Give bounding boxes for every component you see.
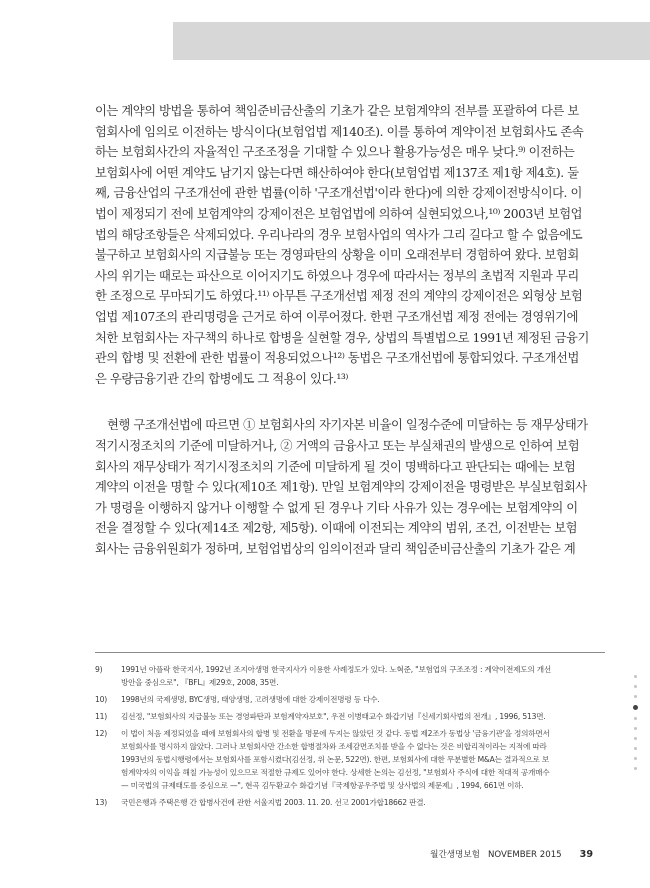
text-line: 한 조정으로 무마되기도 하였다.¹¹⁾ 아무튼 구조개선법 제정 전의 계약의 강제이전은 외형상 보험 xyxy=(95,289,583,304)
footnote-line: 1998년의 국제생명, BYC생명, 태양생명, 고려생명에 대한 강제이전명령 등 다수. xyxy=(121,695,380,704)
footnote-text xyxy=(121,710,605,723)
footnote-line: 1991년 아플락 한국지사, 1992년 조지아생명 한국지사가 이용한 사례정도가 있다. 노혁준, "보험업의 구조조정 : 계약이전제도의 개선 xyxy=(121,665,551,674)
text-line: 하는 보험회사간의 자율적인 구조조정을 기대할 수 있으나 활용가능성은 매우 낮다.⁹⁾ 이전하는 xyxy=(95,145,575,160)
text-line: 이는 계약의 방법을 통하여 책임준비금산출의 기초가 같은 보험계약의 전부를 포괄하여 다른 보 xyxy=(95,104,579,118)
footnotes xyxy=(95,652,605,813)
footnote-line: 방안을 중심으로", 『BFL』제29호, 2008, 35면. xyxy=(121,678,279,687)
text-line: 회사의 재무상태가 적기시정조치의 기준에 미달하게 될 것이 명백하다고 판단되는 때에는 보험 xyxy=(95,459,576,474)
text-line: 보험회사에 어떤 계약도 남기지 않는다면 해산하여야 한다(보험업법 제137조 제1항 제4호). 둘 xyxy=(95,165,579,180)
text-line: 회사는 금융위원회가 정하며, 보험업법상의 임의이전과 달리 책임준비금산출의 기초가 같은 계 xyxy=(95,541,576,556)
text-line: 관의 합병 및 전환에 관한 법률이 적용되었으나¹²⁾ 동법은 구조개선법에 통합되었다. 구조개선법 xyxy=(95,351,579,366)
page-indicator-dot xyxy=(634,675,637,678)
footnote xyxy=(95,693,605,706)
footnote-line: 이 법이 처음 제정되었을 때에 보험회사의 합병 및 전환을 명문에 두지는 않았던 것 같다. 동법 제2조가 동법상 '금융기관'을 정의하면서 xyxy=(121,729,550,738)
footnote-line: — 미국법의 규제태도를 중심으로 —", 현곡 김두환교수 화갑기념『국제항공우주법 및 상사법의 제문제』, 1994, 661면 이하. xyxy=(121,781,524,790)
text-line: 불구하고 보험회사의 지급불능 또는 경영파탄의 상황을 이미 오래전부터 경험하여 왔다. 보험회 xyxy=(95,248,579,263)
page-indicator-dot xyxy=(634,757,637,760)
footnote-number: 12) xyxy=(95,729,108,738)
text-line: 적기시정조치의 기준에 미달하거나, ② 거액의 금융사고 또는 부실채권의 발생으로 인하여 보험 xyxy=(95,438,580,453)
footnote-line: 험계약자의 이익을 해칠 가능성이 있으므로 적절한 규제도 있어야 한다. 상세한 논의는 김선정, "보험회사 주식에 대한 적대적 공개매수 xyxy=(121,768,550,777)
footnote-number: 9) xyxy=(95,665,103,674)
publication-name: 월간생명보험 xyxy=(430,850,480,860)
paragraph-2 xyxy=(95,415,603,559)
footnote xyxy=(95,727,605,792)
footnote-text xyxy=(121,693,605,706)
text-line: 험회사에 임의로 이전하는 방식이다(보험업법 제140조). 이를 통하여 계약이전 보험회사도 존속 xyxy=(95,124,584,139)
issue-date: NOVEMBER 2015 xyxy=(487,850,562,860)
footnote-text xyxy=(121,727,605,792)
text-line: 째, 금융산업의 구조개선에 관한 법률(이하 '구조개선법'이라 한다)에 의한 강제이전방식이다. 이 xyxy=(95,186,582,201)
page-footer xyxy=(430,848,593,860)
page-indicator-dot xyxy=(634,727,637,730)
page-number: 39 xyxy=(579,849,593,860)
footnote-line: 보험회사를 명시하지 않았다. 그러나 보험회사만 간소한 합병절차와 조세감면조치를 받을 수 없다는 것은 비합리적이라는 지적에 따라 xyxy=(121,742,547,751)
text-line: 전을 결정할 수 있다(제14조 제2항, 제5항). 이때에 이전되는 계약의 범위, 조건, 이전받는 보험 xyxy=(95,521,578,536)
text-line: 처한 보험회사는 자구책의 하나로 합병을 실현할 경우, 상법의 특별법으로 1991년 제정된 금융기 xyxy=(95,330,589,345)
text-line: 업법 제107조의 관리명령을 근거로 하여 이루어졌다. 한편 구조개선법 제정 전에는 경영위기에 xyxy=(95,309,579,324)
page-indicator-dot xyxy=(634,695,637,698)
page-indicator-dot xyxy=(634,685,637,688)
page-indicator-dot xyxy=(634,737,637,740)
footnote xyxy=(95,796,605,809)
footnote-text xyxy=(121,796,605,809)
footnote-line: 김선정, "보험회사의 지급불능 또는 경영파탄과 보험계약자보호", 우전 이병태교수 화갑기념『신세기회사법의 전개』, 1996, 513면. xyxy=(121,712,546,721)
text-line: 은 우량금융기관 간의 합병에도 그 적용이 있다.¹³⁾ xyxy=(95,371,348,386)
text-line: 계약의 이전을 명할 수 있다(제10조 제1항). 만일 보험계약의 강제이전을 명령받은 부실보험회사 xyxy=(95,480,587,495)
footnote-number: 10) xyxy=(95,695,108,704)
text-line: 법의 해당조항들은 삭제되었다. 우리나라의 경우 보험사업의 역사가 그리 길다고 할 수 없음에도 xyxy=(95,227,583,242)
page-indicator-dot xyxy=(634,747,637,750)
footnote-text xyxy=(121,663,605,689)
footnote-number: 13) xyxy=(95,798,108,807)
footnote xyxy=(95,710,605,723)
footnote-line: 1993년의 동법시행령에서는 보험회사를 포함시켰다(김선정, 위 논문, 522면). 한편, 보험회사에 대한 무분별한 M&A는 결과적으로 보 xyxy=(121,755,550,764)
text-line: 가 명령을 이행하지 않거나 이행할 수 없게 된 경우나 기타 사유가 있는 경우에는 보험계약의 이 xyxy=(95,500,578,515)
text-line: 사의 위기는 때로는 파산으로 이어지기도 하였으나 경우에 따라서는 정부의 초법적 지원과 무리 xyxy=(95,268,579,283)
text-line: 현행 구조개선법에 따르면 ① 보험회사의 자기자본 비율이 일정수준에 미달하는 등 재무상태가 xyxy=(107,418,588,433)
text-line: 법이 제정되기 전에 보험계약의 강제이전은 보험업법에 의하여 실현되었으나,¹⁰⁾ 2003년 보험업 xyxy=(95,206,583,221)
page-indicator-dot-active xyxy=(633,705,638,710)
footnote xyxy=(95,663,605,689)
page-indicator xyxy=(633,675,639,777)
page-indicator-dot xyxy=(634,767,637,770)
footnote-number: 11) xyxy=(95,712,108,721)
header-band xyxy=(173,22,650,60)
paragraph-1 xyxy=(95,101,603,389)
footnote-line: 국민은행과 주택은행 간 합병사건에 관한 서울지법 2003. 11. 20. 선고 2001가합18662 판결. xyxy=(121,798,426,807)
body-text xyxy=(95,101,603,559)
page-indicator-dot xyxy=(634,717,637,720)
